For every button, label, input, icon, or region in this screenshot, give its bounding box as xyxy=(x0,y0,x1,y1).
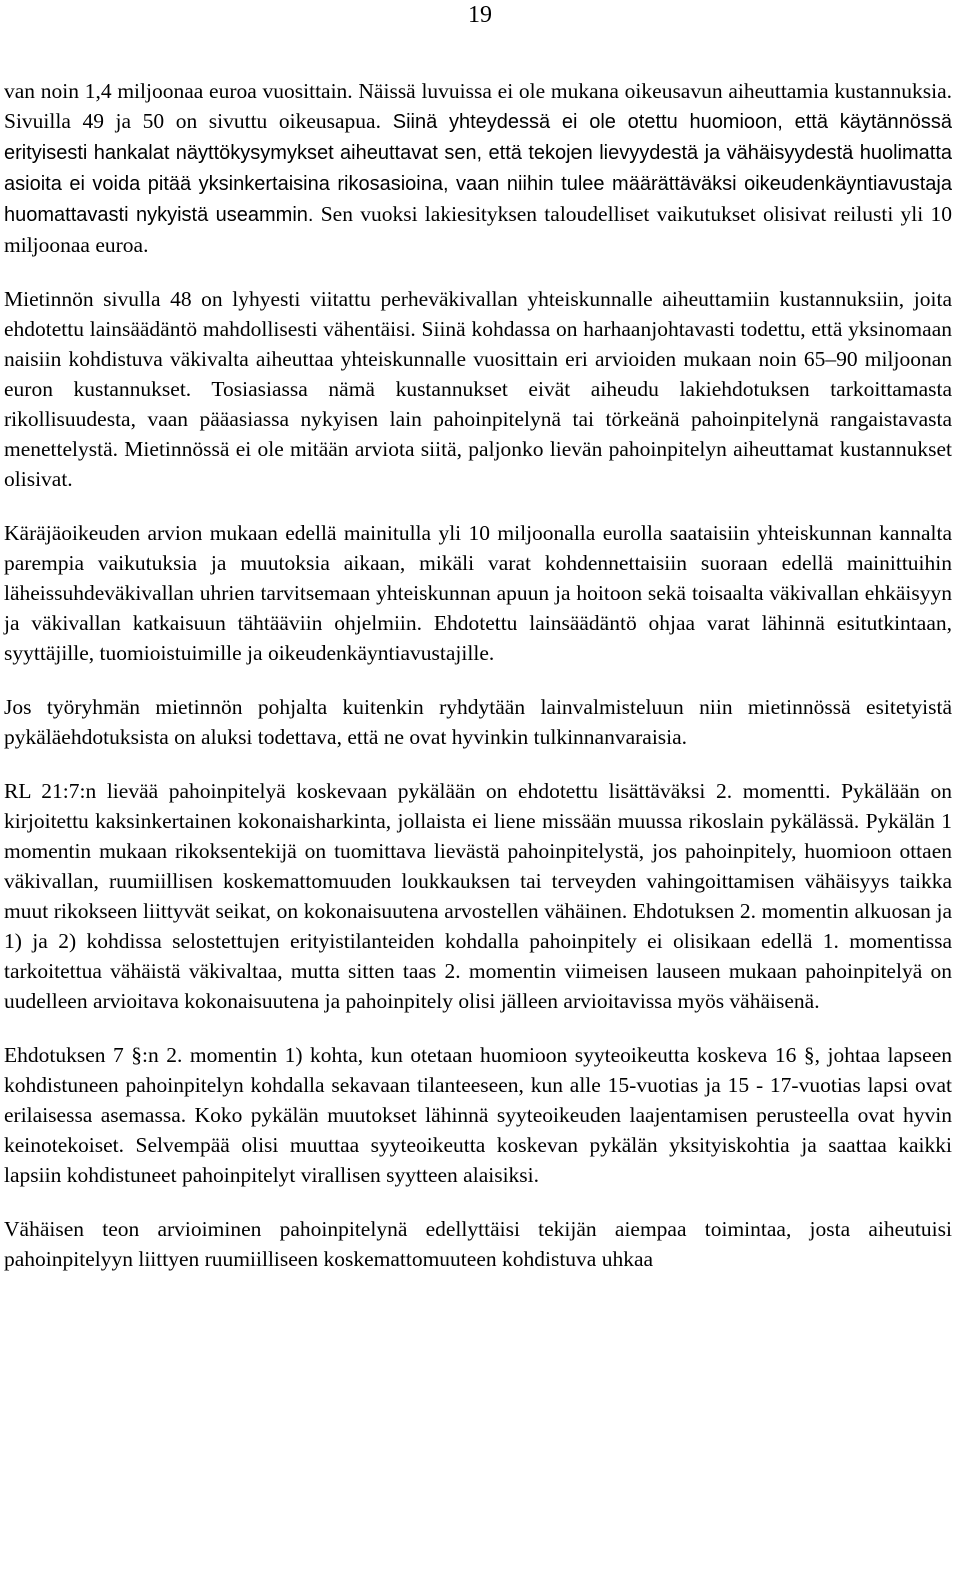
document-body xyxy=(4,76,952,1298)
paragraph-7: Vähäisen teon arvioiminen pahoinpitelynä edellyttäisi tekijän aiempaa toimintaa, josta aiheutuisi pahoinpitelyyn liittyen ruumiilliseen koskemattomuuteen kohdistuva uhkaa xyxy=(4,1217,952,1271)
paragraph-5: RL 21:7:n lievää pahoinpitelyä koskevaan pykälään on ehdotettu lisättäväksi 2. momentti. Pykälään on kirjoitettu kaksinkertainen kokonaisharkinta, jollaista ei liene missään muussa rikoslain pykälässä. Pykälän 1 momentin mukaan rikoksentekijä on tuomittava lievästä pahoinpitelystä, jos pahoinpitely, huomioon ottaen väkivallan, ruumiillisen koskemattomuuden loukkauksen tai terveyden vahingoittamisen vähäisyys taikka muut rikokseen liittyvät seikat, on kokonaisuutena arvostellen vähäinen. Ehdotuksen 2. momentin alkuosan ja 1) ja 2) kohdissa selostettujen erityistilanteiden kohdalla pahoinpitely ei olisikaan edellä 1. momentissa tarkoitettua vähäistä väkivaltaa, mutta sitten taas 2. momentin viimeisen lauseen mukaan pahoinpitelyä on uudelleen arvioitava kokonaisuutena ja pahoinpitely olisi jälleen arvioitavissa myös vähäisenä. xyxy=(4,779,952,1013)
paragraph-1 xyxy=(4,76,952,260)
paragraph-1-part-a: van noin 1,4 miljoonaa euroa vuosittain. Näissä luvuissa ei ole mukana oikeusavun aiheuttamia kustannuksia. Sivuilla 49 ja 50 on sivuttu oikeusapua. xyxy=(4,79,952,133)
paragraph-1-part-c: Sen vuoksi lakiesityksen taloudelliset vaikutukset olisivat reilusti yli 10 miljoonaa euroa. xyxy=(4,202,952,257)
paragraph-4: Jos työryhmän mietinnön pohjalta kuitenkin ryhdytään lainvalmisteluun niin mietinnössä esitetyistä pykäläehdotuksista on aluksi todettava, että ne ovat hyvinkin tulkinnanvaraisia. xyxy=(4,695,952,749)
paragraph-3: Käräjäoikeuden arvion mukaan edellä mainitulla yli 10 miljoonalla eurolla saataisiin yhteiskunnan kannalta parempia vaikutuksia ja muutoksia aikaan, mikäli varat kohdennettaisiin suoraan edellä mainittuihin läheissuhdeväkivallan uhrien tarvitsemaan yhteiskunnan apuun ja hoitoon sekä toisaalta väkivallan ehkäisyyn ja väkivallan katkaisuun tähtääviin ohjelmiin. Ehdotettu lainsäädäntö ohjaa varat lähinnä esitutkintaan, syyttäjille, tuomioistuimille ja oikeudenkäyntiavustajille. xyxy=(4,521,952,665)
paragraph-6: Ehdotuksen 7 §:n 2. momentin 1) kohta, kun otetaan huomioon syyteoikeutta koskeva 16 §, johtaa lapseen kohdistuneen pahoinpitelyn kohdalla sekavaan tilanteeseen, kun alle 15-vuotias ja 15 - 17-vuotias lapsi ovat erilaisessa asemassa. Koko pykälän muutokset lähinnä syyteoikeuden laajentamisen perusteella ovat hyvin keinotekoiset. Selvempää olisi muuttaa syyteoikeutta koskevan pykälän yksityiskohtia ja saattaa kaikki lapsiin kohdistuneet pahoinpitelyt virallisen syytteen alaisiksi. xyxy=(4,1043,952,1187)
page-number: 19 xyxy=(468,2,492,28)
paragraph-1-part-b: Siinä yhteydessä ei ole otettu huomioon, että käytännössä erityisesti hankalat näyttökysymykset aiheuttavat sen, että tekojen lievyydestä ja vähäisyydestä huolimatta asioita ei voida pitää yksinkertaisina rikosasioina, vaan niihin tulee määrättäväksi oikeudenkäyntiavustaja huomattavasti nykyistä useammin. xyxy=(4,111,953,226)
paragraph-2: Mietinnön sivulla 48 on lyhyesti viitattu perheväkivallan yhteiskunnalle aiheuttamiin kustannuksiin, joita ehdotettu lainsäädäntö mahdollisesti vähentäisi. Siinä kohdassa on harhaanjohtavasti todettu, että yksinomaan naisiin kohdistuva väkivalta aiheuttaa yhteiskunnalle vuosittain eri arvioiden mukaan noin 65–90 miljoonan euron kustannukset. Tosiasiassa nämä kustannukset eivät aiheudu lakiehdotuksen tarkoittamasta rikollisuudesta, vaan pääasiassa nykyisen lain pahoinpitelynä tai törkeänä pahoinpitelynä rangaistavasta menettelystä. Mietinnössä ei ole mitään arviota siitä, paljonko lievän pahoinpitelyn aiheuttamat kustannukset olisivat. xyxy=(4,287,952,491)
